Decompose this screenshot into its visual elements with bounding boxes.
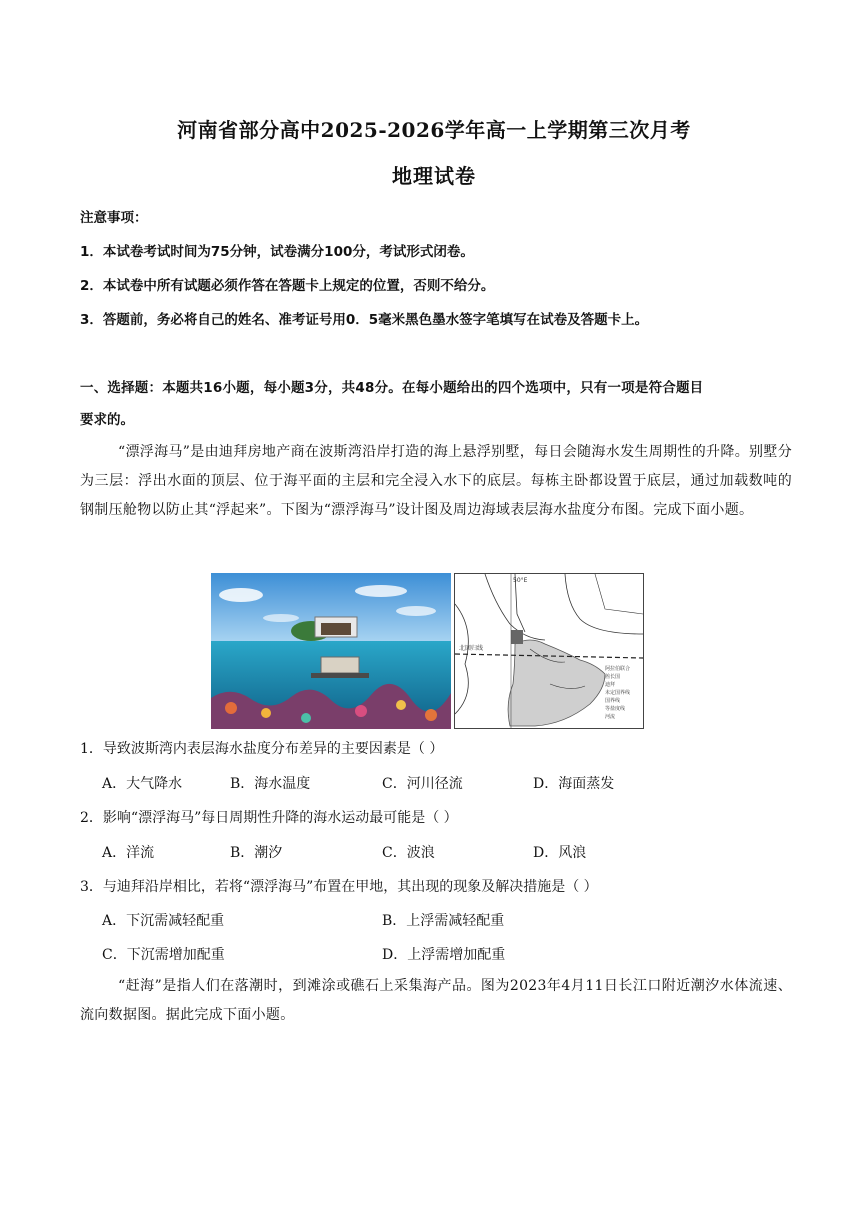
- map-tropic-label: 北回归线: [459, 645, 484, 652]
- passage-tidal-harvest: “赶海”是指人们在落潮时，到滩涂或礁石上采集海产品。图为2023年4月11日长江口附近潮汐水体流速、流向数据图。据此完成下面小题。: [80, 978, 792, 1023]
- q3-option-b[interactable]: B．上浮需减轻配重: [382, 913, 505, 929]
- q2-option-a[interactable]: A．洋流: [102, 845, 155, 861]
- q1-option-b[interactable]: B．海水温度: [230, 776, 311, 792]
- q2-option-b[interactable]: B．潮汐: [230, 845, 283, 861]
- q2-option-c[interactable]: C．波浪: [382, 845, 435, 861]
- question-2-stem: 2．影响“漂浮海马”每日周期性升降的海水运动最可能是（ ）: [80, 810, 458, 826]
- map-longitude-label: 50°E: [513, 577, 528, 584]
- legend-item: 未定国界线: [605, 690, 631, 696]
- section-heading: 一、选择题：本题共16小题，每小题3分，共48分。在每小题给出的四个选项中，只有一项是符合题目: [80, 380, 704, 396]
- legend-item: 等盐度线: [605, 706, 626, 712]
- exam-title: 河南省部分高中2025-2026学年高一上学期第三次月考: [177, 118, 691, 142]
- legend-item: 河流: [605, 714, 616, 720]
- q1-option-a[interactable]: A．大气降水: [102, 776, 183, 792]
- q1-option-d[interactable]: D．海面蒸发: [533, 776, 615, 792]
- q3-option-c[interactable]: C．下沉需增加配重: [102, 947, 225, 963]
- q1-option-c[interactable]: C．河川径流: [382, 776, 463, 792]
- map-legend: [605, 665, 667, 721]
- q2-option-d[interactable]: D．风浪: [533, 845, 587, 861]
- legend-item: 迪拜: [605, 682, 616, 688]
- notes-heading: 注意事项：: [80, 210, 148, 226]
- legend-item: 酋长国: [605, 674, 621, 680]
- section-heading-cont: 要求的。: [80, 412, 134, 428]
- passage-floating-seahorse: “漂浮海马”是由迪拜房地产商在波斯湾沿岸打造的海上悬浮别墅，每日会随海水发生周期性的升降。别墅分为三层：浮出水面的顶层、位于海平面的主层和完全浸入水下的底层。每栋主卧都设置于底层，通过加载数吨的钢制压舱物以防止其“浮起来”。下图为“漂浮海马”设计图及周边海域表层海水盐度分布图。完成下面小题。: [80, 444, 792, 518]
- legend-item: 国界线: [605, 698, 621, 704]
- exam-subject: 地理试卷: [392, 164, 476, 188]
- note-item: 2．本试卷中所有试题必须作答在答题卡上规定的位置，否则不给分。: [80, 278, 495, 294]
- question-1-stem: 1．导致波斯湾内表层海水盐度分布差异的主要因素是（ ）: [80, 741, 444, 757]
- villa-design-image: [211, 573, 451, 729]
- note-item: 3．答题前，务必将自己的姓名、准考证号用0．5毫米黑色墨水签字笔填写在试卷及答题卡上。: [80, 312, 649, 328]
- note-item: 1．本试卷考试时间为75分钟，试卷满分100分，考试形式闭卷。: [80, 244, 474, 260]
- question-3-stem: 3．与迪拜沿岸相比，若将“漂浮海马”布置在甲地，其出现的现象及解决措施是（ ）: [80, 879, 598, 895]
- q3-option-a[interactable]: A．下沉需减轻配重: [102, 913, 225, 929]
- legend-item: 阿拉伯联合: [605, 666, 631, 672]
- q3-option-d[interactable]: D．上浮需增加配重: [382, 947, 506, 963]
